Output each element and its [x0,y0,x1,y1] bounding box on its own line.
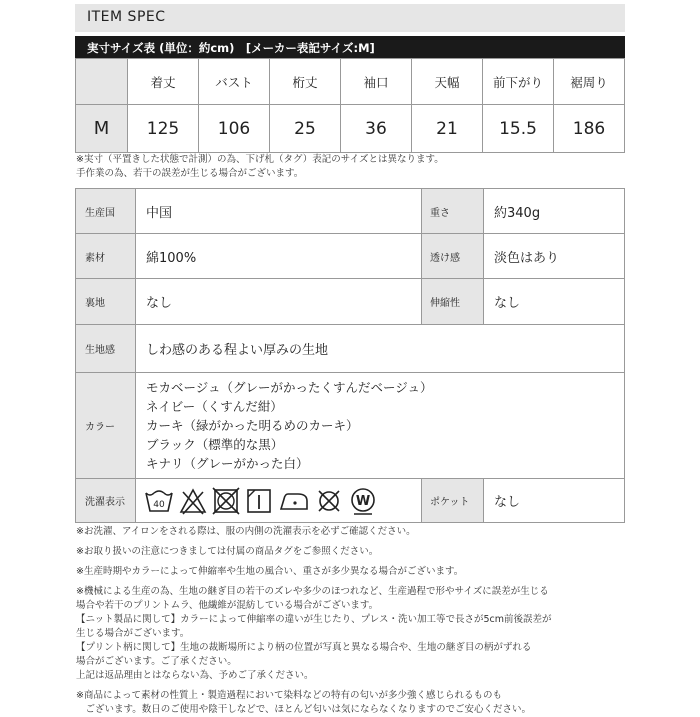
no-dry-clean-icon [315,487,343,515]
weight-value: 約340g [494,205,541,221]
size-cell: 21 [412,105,483,153]
iron-low-icon [278,487,310,515]
note-line: ※お取り扱いの注意につきましては付属の商品タグをご参照ください。 [76,546,379,557]
color-label: カラー [76,373,136,478]
color-item: キナリ（グレーがかった白） [146,456,309,471]
material-value: 綿100% [136,234,422,278]
care-label: 洗濯表示 [76,479,136,522]
size-table-caption: 実寸サイズ表 (単位：約cm) [メーカー表記サイズ:M] [75,36,625,58]
origin-value: 中国 [136,189,422,233]
column-header: 裾周り [554,59,625,105]
lining-label: 裏地 [76,279,136,324]
color-list [136,373,624,478]
fabric-value: しわ感のある程よい厚みの生地 [146,343,329,358]
note-line: ※生産時期やカラーによって伸縮率や生地の風合い、重さが多少異なる場合がございます。 [76,566,464,577]
note-paragraph [76,689,636,717]
size-cell: 106 [199,105,270,153]
wash-40-icon [144,487,174,515]
pocket-label: ポケット [422,479,484,522]
size-cell: 125 [128,105,199,153]
note-paragraph [76,525,636,539]
size-table [75,58,625,153]
size-cell: 25 [270,105,341,153]
color-item: ネイビー（くすんだ紺） [146,399,283,414]
note-line: ※商品によって素材の性質上・製造過程において染料などの特有の匂いが多少強く感じられるものも [76,690,502,701]
spec-row-origin [76,189,624,234]
note-line: 【ニット製品に関して】カラーによって伸縮率の違いが生じたり、プレス・洗い加工等で長さが5cm前後誤差が [76,614,552,625]
note-line: 場合がございます。ご了承ください。 [76,656,237,667]
note-line: ※機械による生産の為、生地の継ぎ目の若干のズレや多少のほつれなど、生産過程で形やサイズに誤差が生じる [76,586,549,597]
item-spec-title: ITEM SPEC [87,9,166,25]
spec-row-care [76,479,624,523]
wash-temp-text: 40 [153,499,165,510]
stretch-value: なし [494,296,521,311]
column-header: バスト [199,59,270,105]
no-bleach-icon [179,487,207,515]
stretch-label: 伸縮性 [422,279,484,324]
column-header: 天幅 [412,59,483,105]
lining-value: なし [136,279,422,324]
size-table-corner [76,59,128,105]
pocket-value: なし [494,495,521,510]
care-symbols [136,479,422,522]
note-paragraph [76,545,636,559]
spec-row-colors [76,373,624,479]
origin-label: 生産国 [76,189,136,233]
notes-section [76,525,636,717]
color-item: ブラック（標準的な黒） [146,437,284,452]
note-line: ※お洗濯、アイロンをされる際は、服の内側の洗濯表示を必ずご確認ください。 [76,526,416,537]
size-table-header-row [76,59,625,105]
sheer-value: 淡色はあり [494,250,560,266]
size-table-row [76,105,625,153]
size-cell: 15.5 [483,105,554,153]
column-header: 袖口 [341,59,412,105]
note-paragraph [76,565,636,579]
note-line: 【プリント柄に関して】生地の裁断場所により柄の位置が写真と異なる場合や、生地の継ぎ目の柄がずれる [76,642,532,653]
column-header: 着丈 [128,59,199,105]
sheer-label: 透け感 [422,234,484,278]
size-note [76,153,444,181]
wet-clean-icon [348,486,378,516]
note-line: 生じる場合がございます。 [76,628,190,639]
material-label: 素材 [76,234,136,278]
note-line: 場合や若干のプリントムラ、他繊維が混紡している場合がございます。 [76,600,379,611]
size-cell: 36 [341,105,412,153]
size-label: M [76,105,128,153]
column-header: 前下がり [483,59,554,105]
color-item: モカベージュ（グレーがかったくすんだベージュ） [146,380,433,395]
item-spec-header [75,4,625,32]
fabric-label: 生地感 [76,325,136,372]
spec-row-lining [76,279,624,325]
size-cell: 186 [554,105,625,153]
no-tumble-dry-icon [212,487,240,515]
spec-row-material [76,234,624,279]
note-line: 上記は返品理由とはならない為、予めご了承ください。 [76,670,314,681]
color-item: カーキ（緑がかった明るめのカーキ） [146,418,359,433]
spec-table [75,188,625,523]
line-dry-shade-icon [245,487,273,515]
note-paragraph [76,585,636,683]
wet-clean-letter: W [355,493,371,509]
spec-row-fabric [76,325,624,373]
size-note-line: 手作業の為、若干の誤差が生じる場合がございます。 [76,168,304,179]
column-header: 桁丈 [270,59,341,105]
size-note-line: ※実寸（平置きした状態で計測）の為、下げ札（タグ）表記のサイズとは異なります。 [76,154,444,165]
note-line: ございます。数日のご使用や陰干しなどで、ほとんど匂いは気にならなくなりますのでご安心ください。 [76,704,532,715]
weight-label: 重さ [422,189,484,233]
